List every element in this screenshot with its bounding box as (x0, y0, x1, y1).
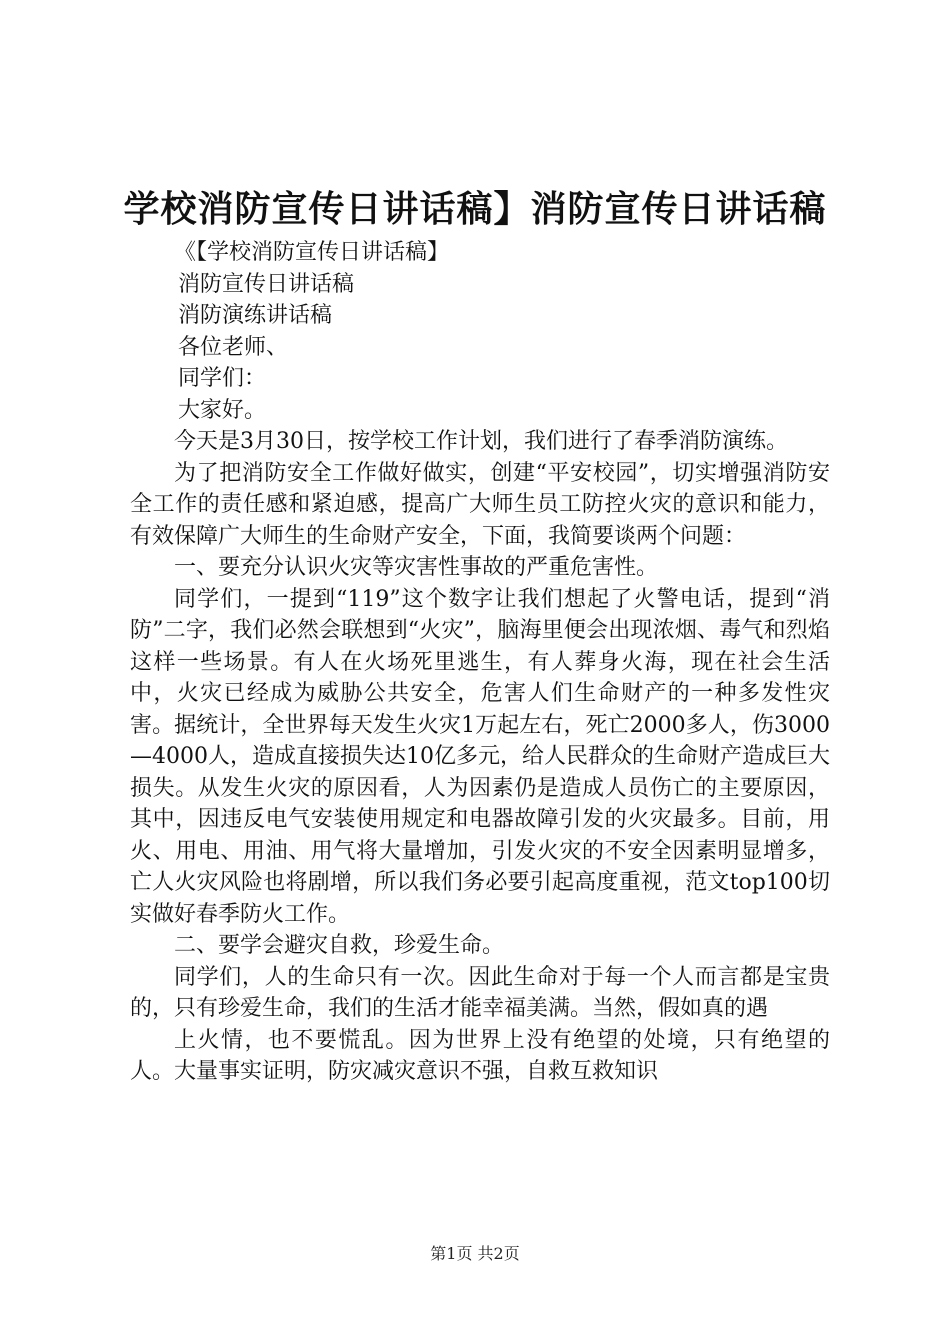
document-body (130, 237, 830, 1088)
body-paragraph: 为了把消防安全工作做好做实，创建“平安校园”，切实增强消防安全工作的责任感和紧迫感，提高广大师生员工防控火灾的意识和能力，有效保障广大师生的生命财产安全，下面，我简要谈两个问题： (130, 460, 830, 549)
salutation-line: 各位老师、 (178, 334, 289, 360)
greeting-line: 大家好。 (178, 397, 267, 423)
section-heading: 二、要学会避灾自救，珍爱生命。 (174, 933, 505, 958)
subtitle-line: 消防演练讲话稿 (178, 303, 333, 328)
salutation-line: 同学们： (178, 366, 267, 391)
subtitle-line: 消防宣传日讲话稿 (178, 271, 355, 297)
page-footer: 第1页 共2页 (430, 1244, 520, 1263)
body-paragraph: 同学们，一提到“119”这个数字让我们想起了火警电话，提到“消防”二字，我们必然会联想到“火灾”，脑海里便会出现浓烟、毒气和烈焰这样一些场景。有人在火场死里逃生，有人葬身火海，现在社会生活中，火灾已经成为威胁公共安全，危害人们生命财产的一种多发性灾害。据统计，全世界每天发生火灾1万起左右，死亡2000多人，伤3000—4000人，造成直接损失达10亿多元，给人民群众的生命财产造成巨大损失。从发生火灾的原因看，人为因素仍是造成人员伤亡的主要原因，其中，因违反电气安装使用规定和电器故障引发的火灾最多。目前，用火、用电、用油、用气将大量增加，引发火灾的不安全因素明显增多，亡人火灾风险也将剧增，所以我们务必要引起高度重视，范文top100切实做好春季防火工作。 (130, 586, 830, 927)
document-title: 学校消防宣传日讲话稿】消防宣传日讲话稿 (123, 188, 827, 230)
body-paragraph: 上火情，也不要慌乱。因为世界上没有绝望的处境，只有绝望的人。大量事实证明，防灾减灾意识不强，自救互救知识 (130, 1027, 830, 1084)
section-heading: 一、要充分认识火灾等灾害性事故的严重危害性。 (174, 555, 659, 580)
opening-line: 《【学校消防宣传日讲话稿】 (174, 240, 450, 265)
body-paragraph: 今天是3月30日，按学校工作计划，我们进行了春季消防演练。 (174, 429, 788, 454)
body-paragraph: 同学们，人的生命只有一次。因此生命对于每一个人而言都是宝贵的，只有珍爱生命，我们的生活才能幸福美满。当然，假如真的遇 (130, 964, 830, 1021)
